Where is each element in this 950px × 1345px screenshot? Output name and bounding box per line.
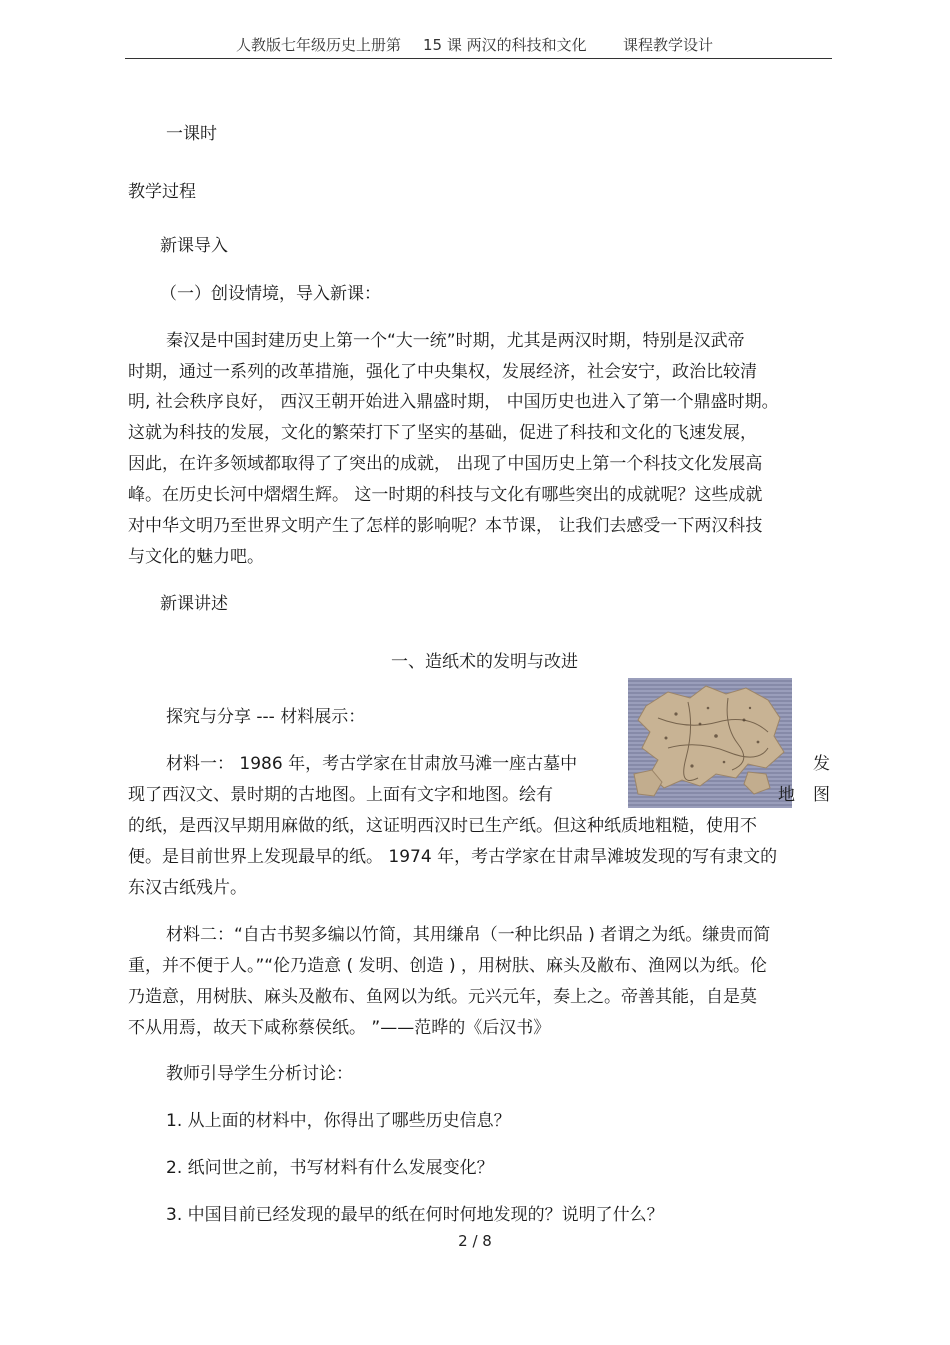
intro-line: 因此，在许多领域都取得了了突出的成就， 出现了中国历史上第一个科技文化发展高 [128,454,763,474]
intro-line: 秦汉是中国封建历史上第一个“大一统”时期，尤其是两汉时期，特别是汉武帝 [166,331,745,351]
material-one-line: 东汉古纸残片。 [128,878,247,898]
paper-map-graphic [628,678,792,808]
ancient-paper-map-photo [628,678,792,808]
intro-heading: 新课导入 [160,236,228,256]
material-one-line: 便。是目前世界上发现最早的纸。 1974 年，考古学家在甘肃旱滩坡发现的写有隶文的 [128,847,778,867]
header-lesson-title: 15 课 两汉的科技和文化 [423,36,587,54]
intro-line: 时期，通过一系列的改革措施，强化了中央集权，发展经济，社会安宁，政治比较清 [128,362,757,382]
material-two-line: 重，并不便于人。”“伦乃造意 ( 发明、创造 ) ，用树肤、麻头及敝布、渔网以为纸。伦 [128,956,767,976]
header-doc-type: 课程教学设计 [623,36,714,54]
material-one-line: 材料一： 1986 年，考古学家在甘肃放马滩一座古墓中 [166,754,578,774]
intro-line: 对中华文明乃至世界文明产生了怎样的影响呢？本节课， 让我们去感受一下两汉科技 [128,516,763,536]
material-one-line: 图 [813,785,830,805]
page-number: 2 / 8 [458,1232,492,1250]
new-lesson-heading: 新课讲述 [160,594,228,614]
intro-line: 与文化的魅力吧。 [128,547,264,567]
material-one-line: 地 [778,785,795,805]
material-one-line: 发 [813,754,830,774]
question-item: 1. 从上面的材料中，你得出了哪些历史信息？ [166,1111,511,1131]
material-two-line: 不从用焉，故天下咸称蔡侯纸。 ”——范晔的《后汉书》 [128,1018,551,1038]
header-book-title: 人教版七年级历史上册第 [236,36,402,54]
material-two-line: 乃造意，用树肤、麻头及敝布、鱼网以为纸。元兴元年，奏上之。帝善其能，自是莫 [128,987,757,1007]
header-divider [125,58,832,59]
explore-label: 探究与分享 --- 材料展示： [166,707,366,727]
material-two-line: 材料二：“自古书契多编以竹简，其用缣帛（一种比织品 ) 者谓之为纸。缣贵而简 [166,925,771,945]
intro-line: 峰。在历史长河中熠熠生辉。 这一时期的科技与文化有哪些突出的成就呢？这些成就 [128,485,763,505]
teaching-process-heading: 教学过程 [128,182,196,202]
question-item: 2. 纸问世之前，书写材料有什么发展变化？ [166,1158,494,1178]
lesson-time: 一课时 [166,124,217,144]
material-one-line: 的纸，是西汉早期用麻做的纸，这证明西汉时已生产纸。但这种纸质地粗糙，使用不 [128,816,757,836]
guidance-heading: 教师引导学生分析讨论： [166,1064,353,1084]
question-item: 3. 中国目前已经发现的最早的纸在何时何地发现的？说明了什么？ [166,1205,664,1225]
intro-line: 明, 社会秩序良好， 西汉王朝开始进入鼎盛时期， 中国历史也进入了第一个鼎盛时期。 [128,392,779,412]
material-one-line: 现了西汉文、景时期的古地图。上面有文字和地图。绘有 [128,785,553,805]
intro-subheading: （一）创设情境，导入新课： [160,284,381,304]
section-one-title: 一、造纸术的发明与改进 [391,652,578,672]
intro-line: 这就为科技的发展，文化的繁荣打下了坚实的基础，促进了科技和文化的飞速发展， [128,423,757,443]
page-header [0,30,950,60]
